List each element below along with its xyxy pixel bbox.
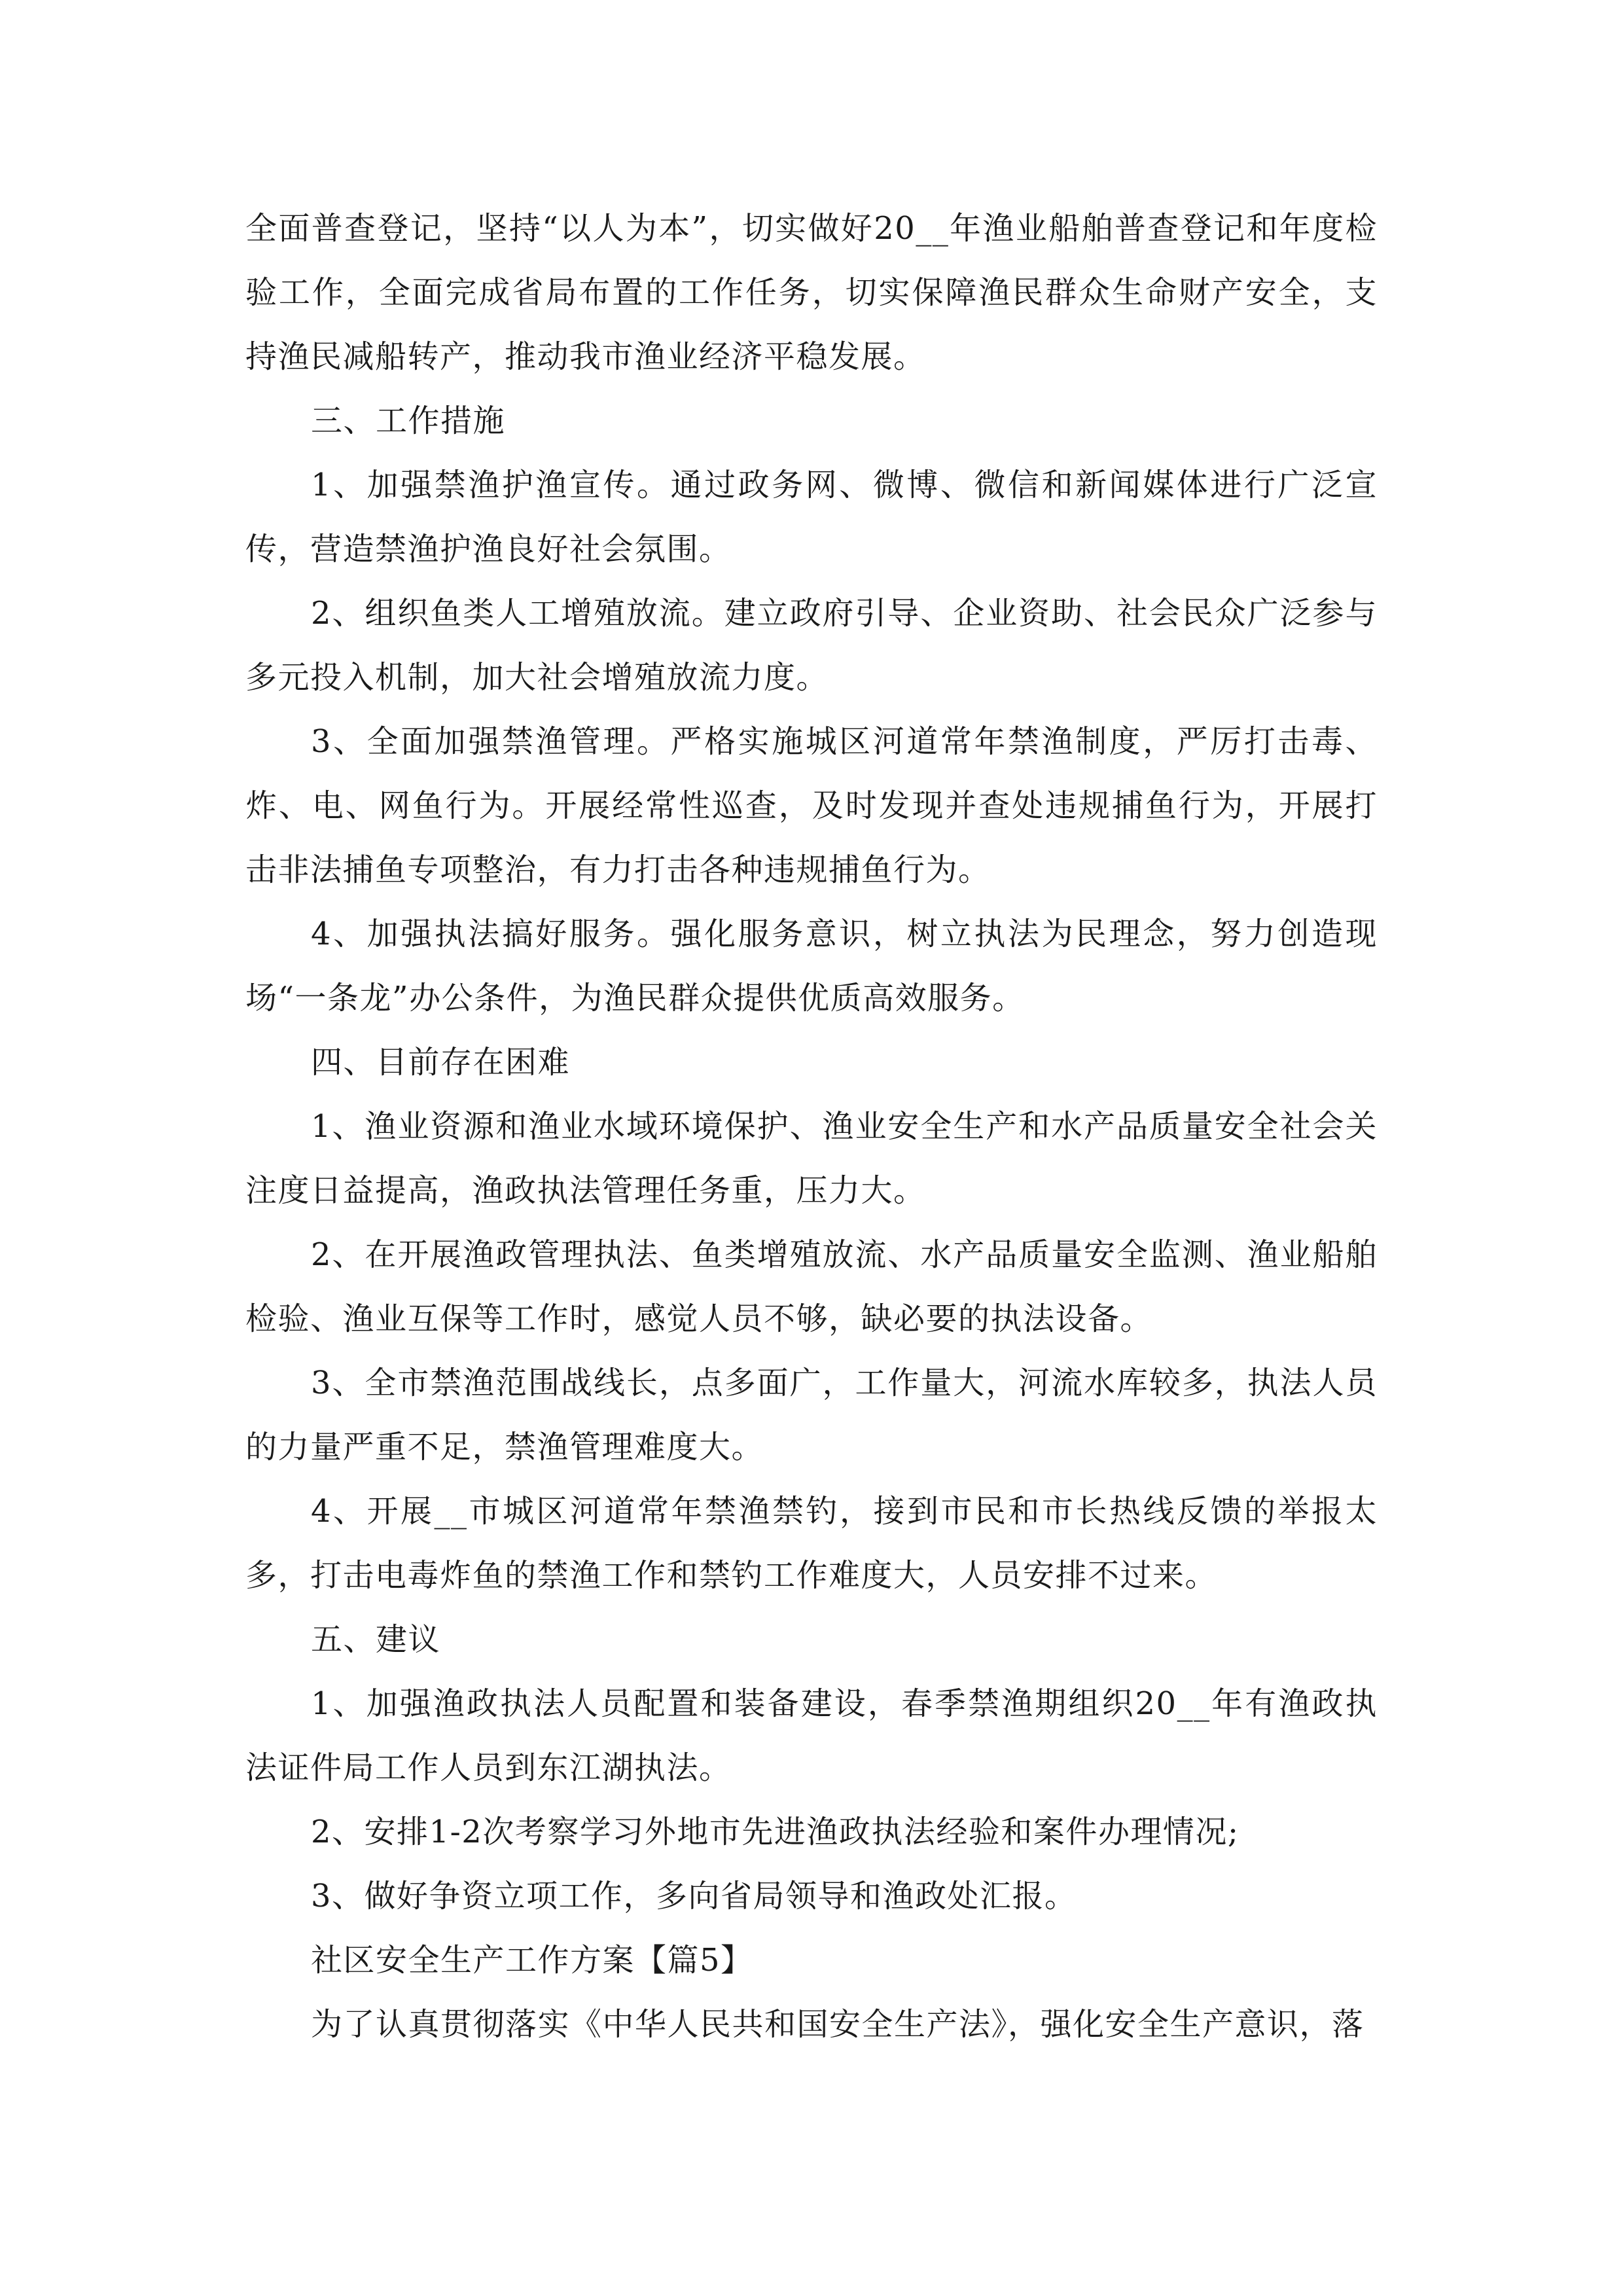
paragraph-measure-4: 4、加强执法搞好服务。强化服务意识，树立执法为民理念，努力创造现场“一条龙”办公条件，为渔民群众提供优质高效服务。 [245, 916, 1378, 1016]
paragraph-part5-intro: 为了认真贯彻落实《中华人民共和国安全生产法》，强化安全生产意识，落 [311, 2006, 1364, 2043]
paragraph-measure-3: 3、全面加强禁渔管理。严格实施城区河道常年禁渔制度，严厉打击毒、炸、电、网鱼行为。开展经常性巡查，及时发现并查处违规捕鱼行为，开展打击非法捕鱼专项整治，有力打击各种违规捕鱼行为。 [245, 723, 1378, 888]
paragraph-difficulty-3: 3、全市禁渔范围战线长，点多面广，工作量大，河流水库较多，执法人员的力量严重不足，禁渔管理难度大。 [245, 1365, 1378, 1465]
paragraph-intro: 全面普查登记，坚持“以人为本”，切实做好20__年渔业船舶普查登记和年度检验工作，全面完成省局布置的工作任务，切实保障渔民群众生命财产安全，支持渔民减船转产，推动我市渔业经济平稳发展。 [245, 210, 1378, 375]
section-heading-measures: 三、工作措施 [311, 403, 506, 439]
paragraph-suggestion-2: 2、安排1-2次考察学习外地市先进渔政执法经验和案件办理情况; [311, 1814, 1240, 1850]
paragraph-difficulty-2: 2、在开展渔政管理执法、鱼类增殖放流、水产品质量安全监测、渔业船舶检验、渔业互保等工作时，感觉人员不够，缺必要的执法设备。 [245, 1236, 1378, 1337]
paragraph-measure-1: 1、加强禁渔护渔宣传。通过政务网、微博、微信和新闻媒体进行广泛宣传，营造禁渔护渔良好社会氛围。 [245, 467, 1378, 567]
paragraph-suggestion-3: 3、做好争资立项工作，多向省局领导和渔政处汇报。 [311, 1878, 1077, 1914]
document-body [245, 196, 1378, 2056]
section-heading-difficulties: 四、目前存在困难 [311, 1044, 571, 1081]
paragraph-difficulty-4: 4、开展__市城区河道常年禁渔禁钓，接到市民和市长热线反馈的举报太多，打击电毒炸鱼的禁渔工作和禁钓工作难度大，人员安排不过来。 [245, 1493, 1378, 1594]
paragraph-difficulty-1: 1、渔业资源和渔业水域环境保护、渔业安全生产和水产品质量安全社会关注度日益提高，渔政执法管理任务重，压力大。 [245, 1108, 1378, 1209]
article-title-part5: 社区安全生产工作方案【篇5】 [311, 1942, 753, 1979]
paragraph-measure-2: 2、组织鱼类人工增殖放流。建立政府引导、企业资助、社会民众广泛参与多元投入机制，加大社会增殖放流力度。 [245, 595, 1378, 696]
paragraph-suggestion-1: 1、加强渔政执法人员配置和装备建设，春季禁渔期组织20__年有渔政执法证件局工作人员到东江湖执法。 [245, 1685, 1378, 1786]
section-heading-suggestions: 五、建议 [311, 1621, 441, 1658]
